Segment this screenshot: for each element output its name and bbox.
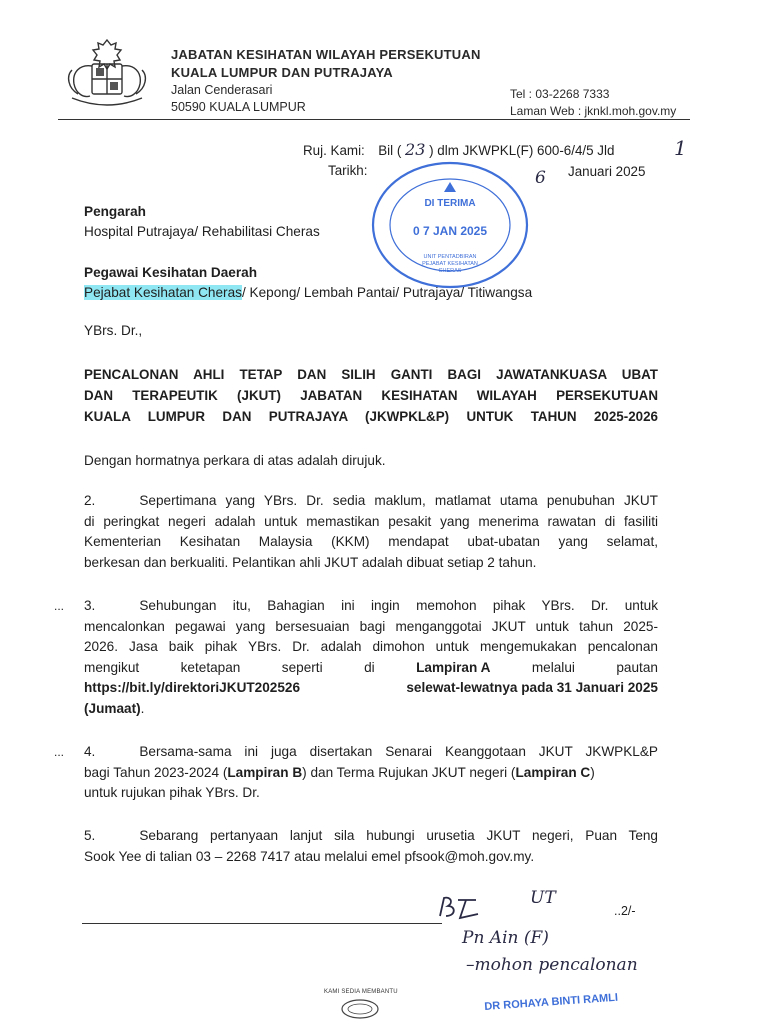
margin-mark-4: ... [54,745,65,759]
stamp-unit-line3: CHERAS [438,268,462,274]
para3-deadline: selewat-lewatnya pada 31 Januari 2025 [406,680,658,695]
handwritten-ut: UT [530,888,556,908]
footer-caption: KAMI SEDIA MEMBANTU [324,989,398,995]
org-name-line2: KUALA LUMPUR DAN PUTRAJAYA [171,65,393,80]
recipient2-title: Pegawai Kesihatan Daerah [84,265,258,280]
para3-line4 [84,658,658,679]
para3-line5 [84,678,658,699]
para3-line1: Sehubungan itu, Bahagian ini ingin memohon pihak YBrs. Dr. untuk [139,598,658,613]
paragraph-2 [84,491,658,573]
direktori-link[interactable]: https://bit.ly/direktoriJKUT202526 [84,680,301,695]
stamp-unit-line2: PEJABAT KESIHATAN [422,261,478,267]
paragraph-4 [84,742,658,804]
para2-line3: Kementerian Kesihatan Malaysia (KKM) mendapat ubat-ubatan yang selamat, [84,534,658,549]
para2-line4: berkesan dan berkualiti. Pelantikan ahli JKUT adalah dibuat setiap 2 tahun. [84,554,537,570]
subject-line3: KUALA LUMPUR DAN PUTRAJAYA (JKWPKL&P) UNTUK TAHUN 2025-2026 [84,409,658,424]
received-stamp [370,160,530,290]
ruj-suffix: ) dlm JKWPKL(F) 600-6/4/5 Jld [429,143,615,158]
org-name-line1: JABATAN KESIHATAN WILAYAH PERSEKUTUAN [171,47,481,62]
recipient1-place: Hospital Putrajaya/ Rehabilitasi Cheras [84,224,320,239]
lampiran-b-ref: Lampiran B [227,764,303,780]
para3-period: . [140,700,145,716]
salutation: YBrs. Dr., [84,323,143,338]
para4-line2-a: bagi Tahun 2023-2024 ( [84,764,228,780]
signature-stamp: DR ROHAYA BINTI RAMLI [484,991,619,1013]
address-line2: 50590 KUALA LUMPUR [171,100,306,114]
paragraph-5 [84,826,658,867]
para2-line1: Sepertimana yang YBrs. Dr. sedia maklum, matlamat utama penubuhan JKUT [139,493,658,508]
lampiran-c-ref: Lampiran C [515,764,591,780]
ruj-prefix: Bil ( [378,143,402,158]
address-line1: Jalan Cenderasari [171,83,273,97]
para5-number: 5. [84,828,96,843]
footer-divider [82,923,442,924]
highlighted-recipient: Pejabat Kesihatan Cheras [84,285,242,300]
margin-mark-3: ... [54,599,65,613]
para4-line1: Bersama-sama ini juga disertakan Senarai Keanggotaan JKUT JKWPKL&P [139,744,658,759]
para3-word-ketetapan: ketetapan [180,659,241,675]
stamp-unit-line1: UNIT PENTADBIRAN [423,254,477,260]
paragraph-3 [84,596,658,719]
para4-line2-e: ) [590,764,595,780]
para3-day: (Jumaat) [84,700,141,716]
opening-line: Dengan hormatnya perkara di atas adalah dirujuk. [84,453,386,468]
handwritten-instruction: –mohon pencalonan [466,955,638,975]
stamp-date: 0 7 JAN 2025 [412,224,488,238]
subject-heading [84,364,658,427]
para4-line2 [84,763,658,784]
para3-line6 [84,699,658,720]
quality-logo [340,998,380,1020]
stamp-received: DI TERIMA [424,198,476,209]
para5-line2: Sook Yee di talian 03 – 2268 7417 atau melalui emel pfsook@moh.gov.my. [84,848,535,864]
para3-line3: 2026. Jasa baik pihak YBrs. Dr. adalah dimohon untuk mengemukakan pencalonan [84,639,658,654]
reference-row [303,140,614,162]
para3-line2: mencalonkan pegawai yang bersesuaian bagi menganggotai JKUT untuk tahun 2025- [84,618,658,634]
para3-word-mengikut: mengikut [84,659,140,675]
para5-line1: Sebarang pertanyaan lanjut sila hubungi urusetia JKUT negeri, Puan Teng [139,828,658,843]
ruj-number-handwritten: 23 [405,140,426,159]
ruj-label: Ruj. Kami: [303,143,365,158]
para3-number: 3. [84,598,96,613]
para4-line2-c: ) dan Terma Rujukan JKUT negeri ( [302,764,516,780]
para4-number: 4. [84,744,96,759]
recipient1-title: Pengarah [84,204,146,219]
recipient2-place-rest: / Kepong/ Lembah Pantai/ Putrajaya/ Titiwangsa [241,285,533,300]
para3-word-seperti: seperti [281,659,323,675]
lampiran-a-ref: Lampiran A [416,659,491,675]
tarikh-month-year: Januari 2025 [568,164,646,179]
telephone: Tel : 03-2268 7333 [510,87,610,101]
para3-word-pautan: pautan [616,659,658,675]
header-divider [58,119,690,120]
para2-number: 2. [84,493,96,508]
initials-scribble [436,892,482,922]
recipient2-place [84,283,532,304]
page-continuation: ..2/- [614,904,636,918]
para2-line2: di peringkat negeri adalah untuk memastikan pesakit yang menerima rawatan di fasiliti [84,513,658,529]
para4-line3: untuk rujukan pihak YBrs. Dr. [84,785,260,800]
para3-word-melalui: melalui [531,659,575,675]
subject-line1: PENCALONAN AHLI TETAP DAN SILIH GANTI BAGI JAWATANKUASA UBAT [84,367,658,382]
coat-of-arms-logo [58,36,156,114]
para3-word-di: di [364,659,375,675]
subject-line2: DAN TERAPEUTIK (JKUT) JABATAN KESIHATAN WILAYAH PERSEKUTUAN [84,388,658,403]
tarikh-day-handwritten: 6 [535,168,546,188]
tarikh-label: Tarikh: [328,163,368,178]
website: Laman Web : jknkl.moh.gov.my [510,104,677,118]
ruj-jld-handwritten: 1 [674,136,687,160]
handwritten-assignee: Pn Ain (F) [462,928,549,948]
